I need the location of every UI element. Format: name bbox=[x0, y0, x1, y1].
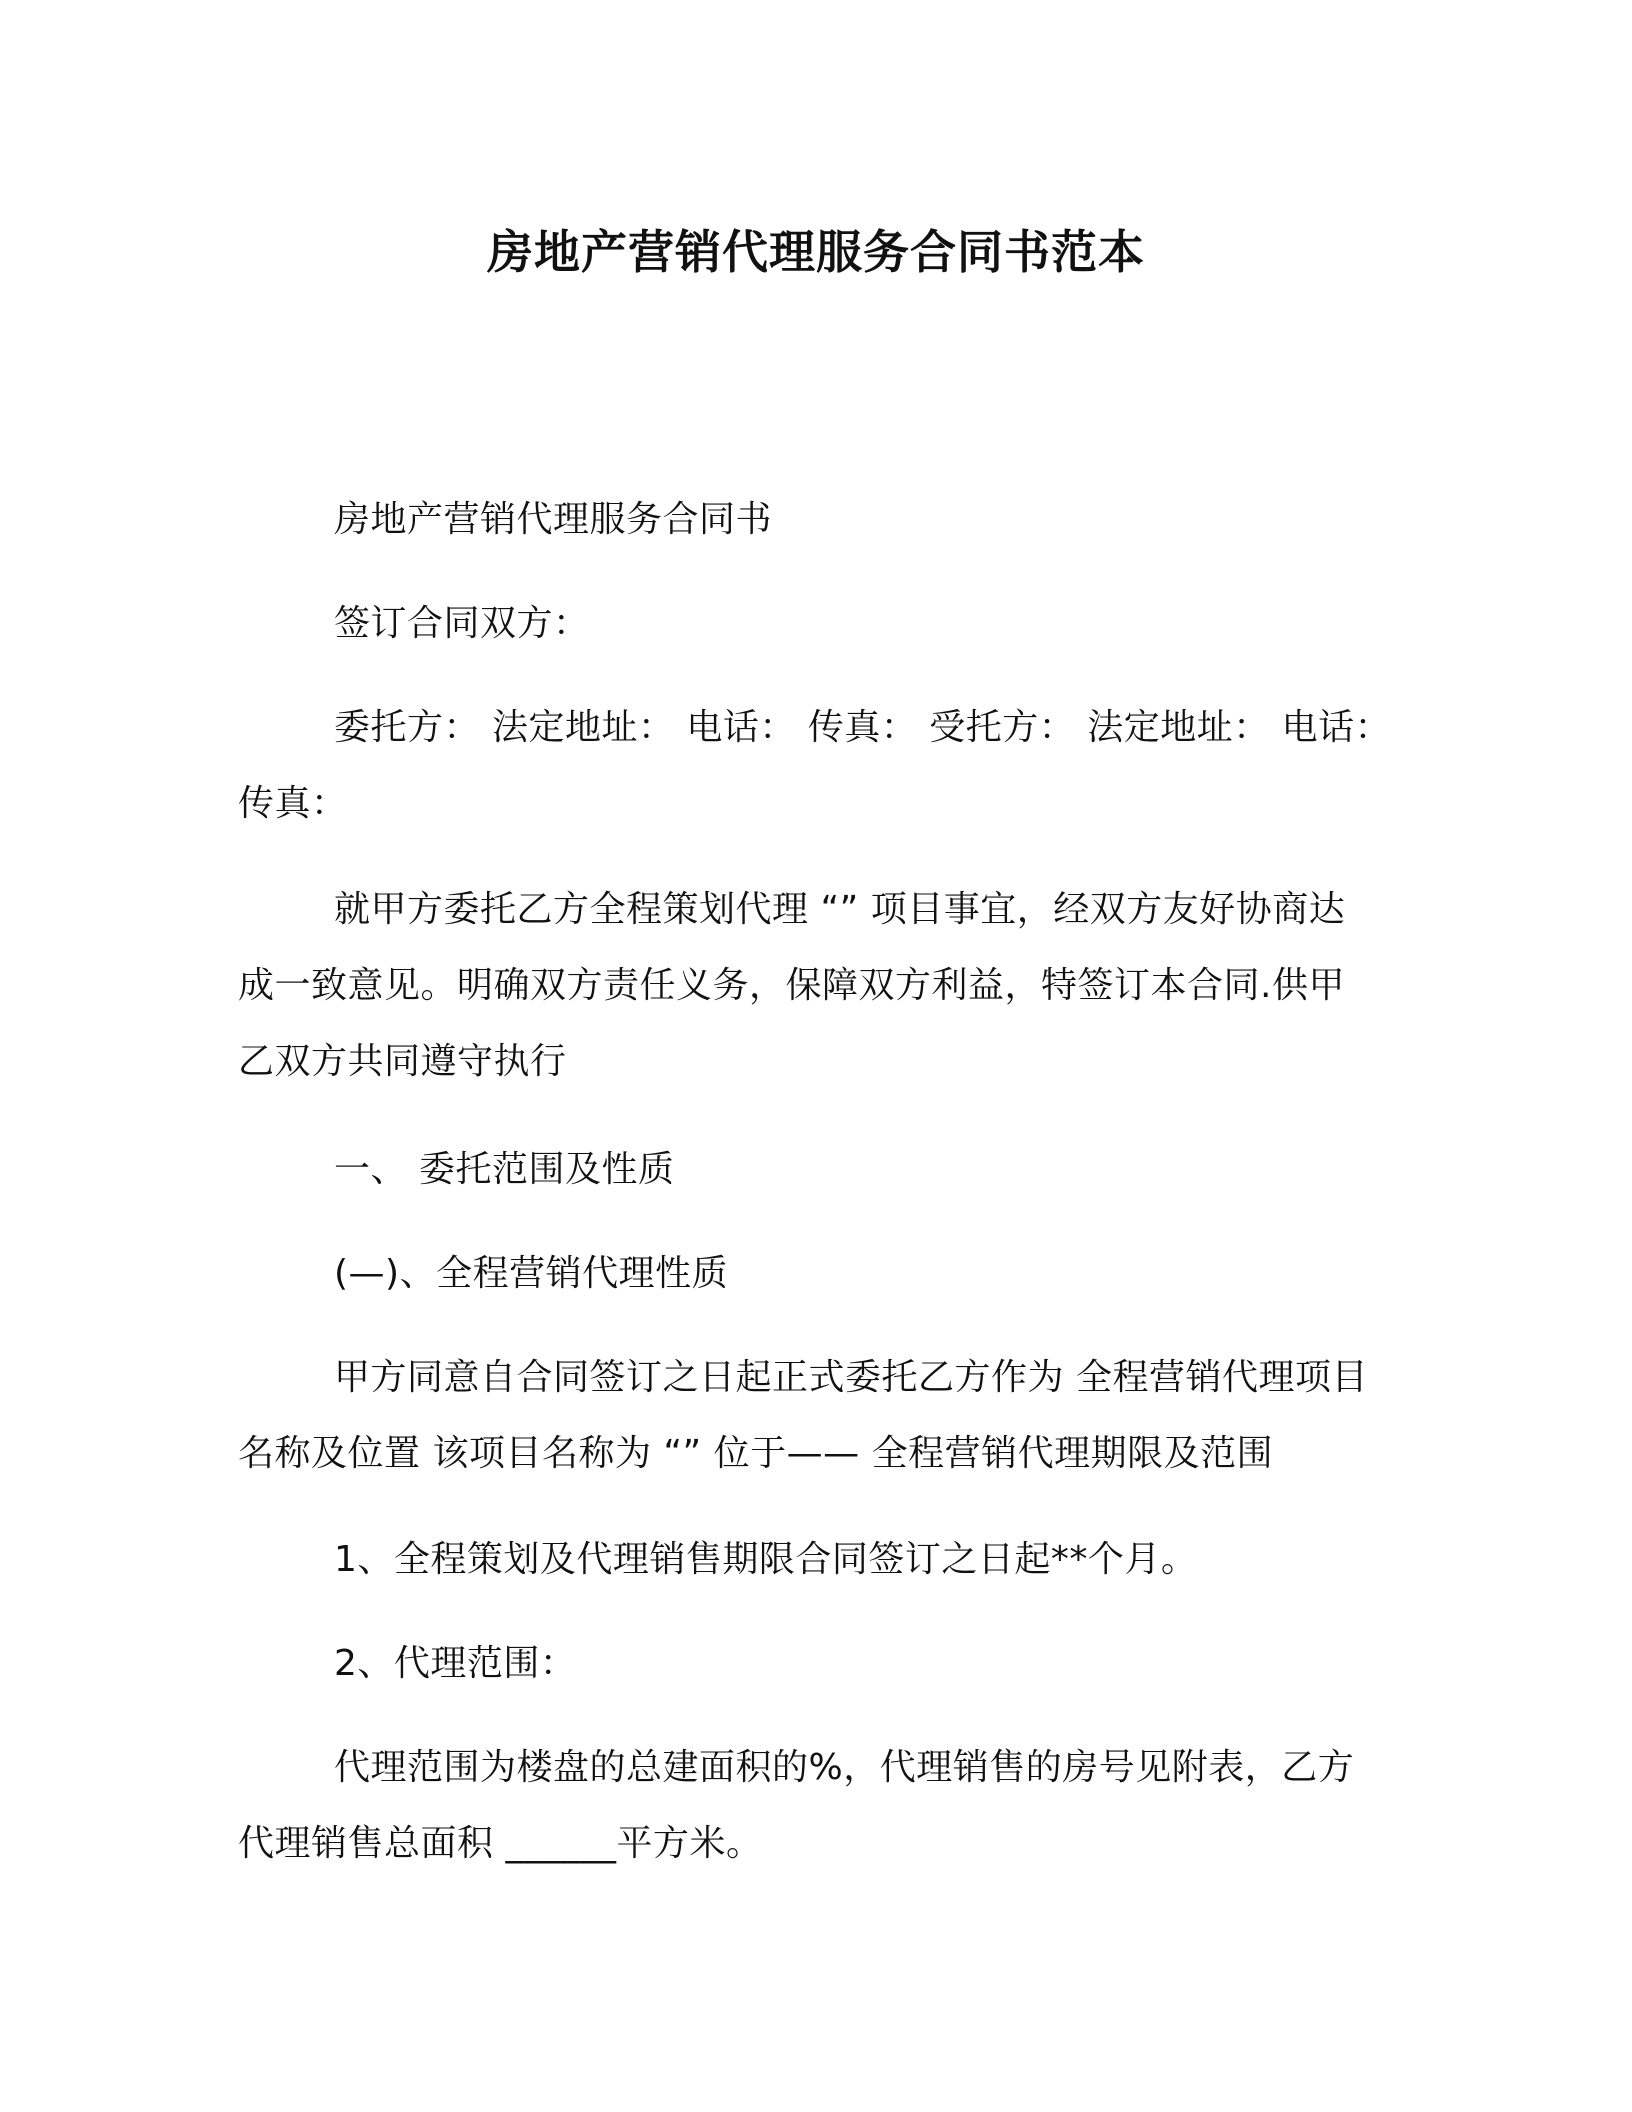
paragraph-signing-parties bbox=[238, 586, 1384, 662]
paragraph-line: 签订合同双方： bbox=[334, 603, 590, 644]
paragraph-line: 1、全程策划及代理销售期限合同签订之日起**个月。 bbox=[334, 1539, 1198, 1580]
paragraph-scope-detail bbox=[238, 1730, 1384, 1882]
paragraph-party-fields bbox=[238, 690, 1392, 842]
document-title: 房地产营销代理服务合同书范本 bbox=[487, 225, 1145, 279]
paragraph-term bbox=[238, 1522, 1384, 1598]
paragraph-line: 甲方同意自合同签订之日起正式委托乙方作为 全程营销代理项目 bbox=[334, 1357, 1368, 1398]
paragraph-line: 就甲方委托乙方全程策划代理 “” 项目事宜，经双方友好协商达 bbox=[334, 889, 1346, 930]
section-heading-scope bbox=[238, 1132, 1384, 1208]
paragraph-line: 传真： bbox=[238, 783, 348, 824]
paragraph-line: 成一致意见。明确双方责任义务，保障双方利益，特签订本合同.供甲 bbox=[238, 965, 1345, 1006]
paragraph-line: 名称及位置 该项目名称为 “” 位于—— 全程营销代理期限及范围 bbox=[238, 1433, 1274, 1474]
paragraph-entrustment bbox=[238, 1340, 1384, 1492]
paragraph-line: 乙双方共同遵守执行 bbox=[238, 1041, 567, 1082]
paragraph-preamble bbox=[238, 872, 1384, 1100]
paragraph-line: 代理范围为楼盘的总建面积的%，代理销售的房号见附表，乙方 bbox=[334, 1747, 1355, 1788]
paragraph-line: 一、 委托范围及性质 bbox=[334, 1149, 675, 1190]
paragraph-line: (—)、全程营销代理性质 bbox=[334, 1253, 729, 1294]
paragraph-line: 房地产营销代理服务合同书 bbox=[334, 499, 773, 540]
paragraph-line: 代理销售总面积 ______平方米。 bbox=[238, 1823, 763, 1864]
paragraph-scope-heading bbox=[238, 1626, 1384, 1702]
paragraph-contract-heading bbox=[238, 482, 1384, 558]
paragraph-line: 委托方： 法定地址： 电话： 传真： 受托方： 法定地址： 电话： bbox=[334, 707, 1392, 748]
paragraph-line: 2、代理范围： bbox=[334, 1643, 577, 1684]
subsection-heading-nature bbox=[238, 1236, 1384, 1312]
